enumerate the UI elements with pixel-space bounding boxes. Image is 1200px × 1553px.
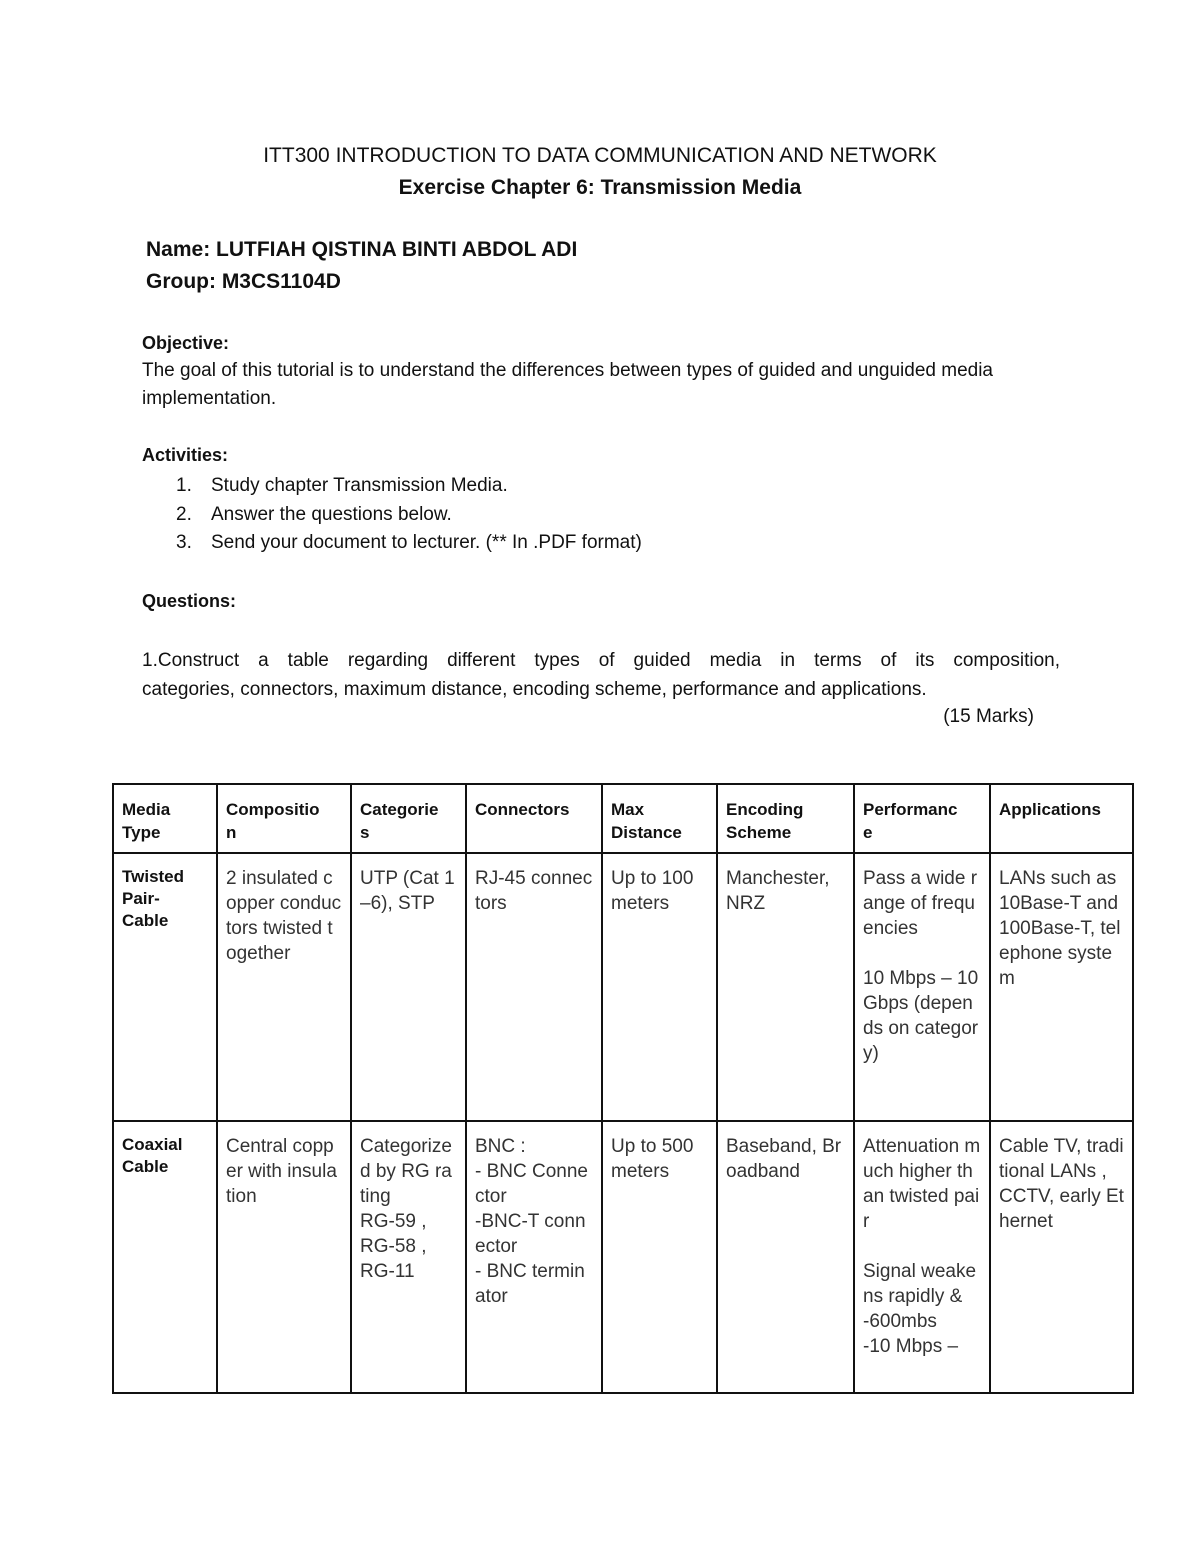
column-header-composition: Compositio n <box>217 784 351 853</box>
student-name: Name: LUTFIAH QISTINA BINTI ABDOL ADI <box>146 238 578 261</box>
list-item-number: 2. <box>176 503 192 525</box>
page-title: ITT300 INTRODUCTION TO DATA COMMUNICATION AND NETWORK <box>263 144 937 167</box>
list-item <box>142 529 642 558</box>
question-1-line-1: 1.Construct a table regarding different types of guided media in terms of its composition, <box>142 650 1060 671</box>
activities-list <box>142 472 642 558</box>
questions-heading: Questions: <box>142 591 237 611</box>
question-1-line-2: categories, connectors, maximum distance, encoding scheme, performance and applications. <box>142 679 927 700</box>
list-item-text: Study chapter Transmission Media. <box>211 475 508 496</box>
table-header-row <box>113 784 1133 853</box>
table-row <box>113 853 1133 1121</box>
table-row <box>113 1121 1133 1393</box>
list-item-text: Send your document to lecturer. (** In .PDF format) <box>211 532 642 553</box>
cell-max-distance: Up to 100 meters <box>602 853 717 1121</box>
cell-composition: 2 insulated copper conductors twisted together <box>217 853 351 1121</box>
cell-connectors: RJ-45 connectors <box>466 853 602 1121</box>
objective-heading: Objective: <box>142 333 230 353</box>
activities-heading: Activities: <box>142 445 229 465</box>
cell-categories: UTP (Cat 1–6), STP <box>351 853 466 1121</box>
cell-media-type: Twisted Pair- Cable <box>113 853 217 1121</box>
cell-categories: Categorized by RG rating RG-59 , RG-58 , RG-11 <box>351 1121 466 1393</box>
guided-media-table <box>112 783 1134 1394</box>
column-header-applications: Applications <box>990 784 1133 853</box>
cell-media-type: Coaxial Cable <box>113 1121 217 1393</box>
column-header-max-distance: Max Distance <box>602 784 717 853</box>
list-item <box>142 472 642 501</box>
cell-connectors: BNC : - BNC Connector -BNC-T connector - BNC terminator <box>466 1121 602 1393</box>
list-item-number: 1. <box>176 475 192 496</box>
column-header-performance: Performanc e <box>854 784 990 853</box>
column-header-connectors: Connectors <box>466 784 602 853</box>
question-1-marks: (15 Marks) <box>943 706 1034 727</box>
column-header-media-type: Media Type <box>113 784 217 853</box>
objective-text: The goal of this tutorial is to understand the differences between types of guided and unguided media implementation. <box>142 360 994 409</box>
cell-performance: Attenuation much higher than twisted pair Signal weakens rapidly & -600mbs -10 Mbps – <box>854 1121 990 1393</box>
list-item <box>142 501 642 530</box>
cell-applications: Cable TV, traditional LANs , CCTV, early Ethernet <box>990 1121 1133 1393</box>
list-item-text: Answer the questions below. <box>211 503 452 525</box>
column-header-categories: Categorie s <box>351 784 466 853</box>
page-subtitle: Exercise Chapter 6: Transmission Media <box>398 176 802 199</box>
student-group: Group: M3CS1104D <box>146 270 341 293</box>
cell-composition: Central copper with insulation <box>217 1121 351 1393</box>
cell-encoding: Manchester, NRZ <box>717 853 854 1121</box>
list-item-number: 3. <box>176 532 192 553</box>
cell-applications: LANs such as 10Base-T and 100Base-T, telephone system <box>990 853 1133 1121</box>
cell-performance: Pass a wide range of frequencies 10 Mbps – 10 Gbps (depends on category) <box>854 853 990 1121</box>
cell-max-distance: Up to 500 meters <box>602 1121 717 1393</box>
cell-encoding: Baseband, Broadband <box>717 1121 854 1393</box>
column-header-encoding-scheme: Encoding Scheme <box>717 784 854 853</box>
